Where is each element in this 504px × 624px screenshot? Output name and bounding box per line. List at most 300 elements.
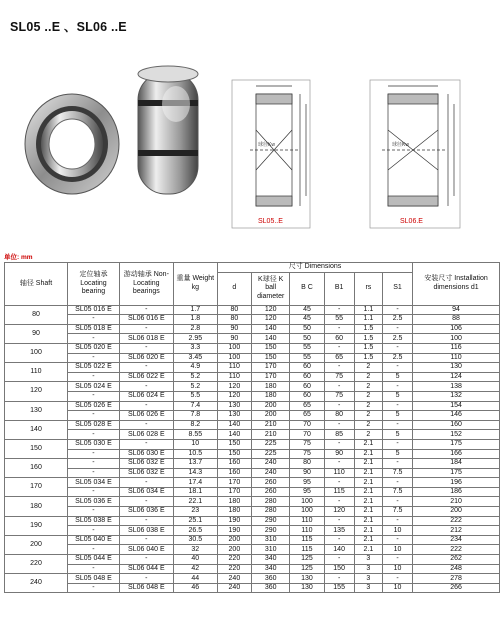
cell-d1: 132 <box>413 391 500 401</box>
cell-d: 120 <box>217 382 251 392</box>
cell-k: 260 <box>251 487 290 497</box>
cell-d: 200 <box>217 545 251 555</box>
header-weight: 重量 Weight kg <box>173 263 217 306</box>
cell-b1: - <box>324 516 354 526</box>
table-row <box>5 439 500 449</box>
cell-s1: - <box>382 497 412 507</box>
table-row <box>5 382 500 392</box>
cell-loc: SL05 026 E <box>68 401 120 411</box>
cell-b1: - <box>324 305 354 315</box>
header-rs: rs <box>354 272 382 305</box>
cell-d: 80 <box>217 315 251 325</box>
cell-shaft: 170 <box>5 478 68 497</box>
page-title: SL05 ..E 、SL06 ..E <box>10 20 127 34</box>
cell-s1: 2.5 <box>382 353 412 363</box>
cell-non: - <box>119 363 173 373</box>
header-b: B C <box>290 272 324 305</box>
cell-loc: SL05 022 E <box>68 363 120 373</box>
cell-b: 70 <box>290 420 324 430</box>
cell-w: 2.95 <box>173 334 217 344</box>
cell-loc: SL05 038 E <box>68 516 120 526</box>
cell-loc: SL05 048 E <box>68 574 120 584</box>
cell-d1: 146 <box>413 411 500 421</box>
cell-loc: SL05 028 E <box>68 420 120 430</box>
cell-loc: - <box>68 564 120 574</box>
cell-d: 240 <box>217 583 251 593</box>
cell-k: 360 <box>251 574 290 584</box>
cell-d1: 166 <box>413 449 500 459</box>
cell-b1: 90 <box>324 449 354 459</box>
cell-b: 65 <box>290 401 324 411</box>
cell-w: 14.3 <box>173 468 217 478</box>
cell-s1: 10 <box>382 545 412 555</box>
cell-b: 60 <box>290 382 324 392</box>
cell-d: 160 <box>217 468 251 478</box>
cell-non: SL06 018 E <box>119 334 173 344</box>
cell-non: - <box>119 420 173 430</box>
drawing-sl05 <box>232 80 310 228</box>
cell-non: SL06 044 E <box>119 564 173 574</box>
cell-b1: 75 <box>324 372 354 382</box>
cell-d: 180 <box>217 507 251 517</box>
cell-non: - <box>119 516 173 526</box>
cell-d: 170 <box>217 487 251 497</box>
caption-sl05: SL05..E <box>258 218 283 225</box>
cell-w: 2.8 <box>173 324 217 334</box>
cell-shaft: 190 <box>5 516 68 535</box>
cell-b1: 150 <box>324 564 354 574</box>
cell-loc: - <box>68 583 120 593</box>
table-row <box>5 555 500 565</box>
cell-s1: 2.5 <box>382 334 412 344</box>
cell-rs: 2 <box>354 430 382 440</box>
cell-non: SL06 030 E <box>119 449 173 459</box>
cell-b1: 75 <box>324 391 354 401</box>
cell-b: 100 <box>290 507 324 517</box>
cell-non: SL06 026 E <box>119 411 173 421</box>
svg-text:球径Kw: 球径Kw <box>392 142 409 148</box>
cell-s1: 7.5 <box>382 487 412 497</box>
table-row <box>5 478 500 488</box>
caption-sl06: SL06.E <box>400 218 423 225</box>
cell-d1: 160 <box>413 420 500 430</box>
cell-d: 160 <box>217 459 251 469</box>
cell-w: 42 <box>173 564 217 574</box>
cell-d1: 184 <box>413 459 500 469</box>
cell-b1: 80 <box>324 411 354 421</box>
cell-k: 140 <box>251 324 290 334</box>
cell-s1: - <box>382 420 412 430</box>
cell-b: 110 <box>290 516 324 526</box>
cell-d: 110 <box>217 372 251 382</box>
cell-d1: 262 <box>413 555 500 565</box>
cell-d1: 266 <box>413 583 500 593</box>
cell-loc: - <box>68 430 120 440</box>
cell-b: 125 <box>290 555 324 565</box>
cell-b1: - <box>324 497 354 507</box>
table-row <box>5 372 500 382</box>
cell-non: - <box>119 478 173 488</box>
cell-rs: 3 <box>354 583 382 593</box>
cell-non: SL06 016 E <box>119 315 173 325</box>
cell-k: 225 <box>251 449 290 459</box>
cell-d: 190 <box>217 526 251 536</box>
cell-d1: 210 <box>413 497 500 507</box>
cell-w: 46 <box>173 583 217 593</box>
cell-w: 40 <box>173 555 217 565</box>
cell-non: - <box>119 497 173 507</box>
cell-w: 1.8 <box>173 315 217 325</box>
cell-d1: 130 <box>413 363 500 373</box>
cell-b1: - <box>324 401 354 411</box>
cell-b1: - <box>324 555 354 565</box>
table-row <box>5 497 500 507</box>
table-row <box>5 516 500 526</box>
table-row <box>5 487 500 497</box>
cell-non: SL06 022 E <box>119 372 173 382</box>
cell-k: 150 <box>251 353 290 363</box>
cell-w: 26.5 <box>173 526 217 536</box>
cell-non: SL06 028 E <box>119 430 173 440</box>
cell-b: 130 <box>290 574 324 584</box>
cell-w: 10 <box>173 439 217 449</box>
cell-k: 290 <box>251 526 290 536</box>
cell-s1: - <box>382 574 412 584</box>
cell-b1: 135 <box>324 526 354 536</box>
cell-rs: 2.1 <box>354 478 382 488</box>
cell-d1: 186 <box>413 487 500 497</box>
cell-k: 180 <box>251 391 290 401</box>
cell-s1: - <box>382 324 412 334</box>
cell-k: 210 <box>251 420 290 430</box>
cell-d1: 175 <box>413 439 500 449</box>
table-row <box>5 459 500 469</box>
cell-k: 280 <box>251 507 290 517</box>
cell-b: 115 <box>290 545 324 555</box>
cell-loc: SL05 016 E <box>68 305 120 315</box>
cell-b: 45 <box>290 305 324 315</box>
cell-w: 25.1 <box>173 516 217 526</box>
cell-d1: 88 <box>413 315 500 325</box>
cell-b1: 115 <box>324 487 354 497</box>
cell-w: 4.9 <box>173 363 217 373</box>
cell-b1: 65 <box>324 353 354 363</box>
table-row <box>5 391 500 401</box>
cell-shaft: 130 <box>5 401 68 420</box>
cell-d1: 234 <box>413 535 500 545</box>
cell-non: SL06 048 E <box>119 583 173 593</box>
cell-b: 60 <box>290 391 324 401</box>
cell-w: 30.5 <box>173 535 217 545</box>
drawing-sl06 <box>370 80 460 228</box>
header-shaft: 轴径 Shaft <box>5 263 68 306</box>
cell-d1: 138 <box>413 382 500 392</box>
cell-w: 7.8 <box>173 411 217 421</box>
table-row <box>5 507 500 517</box>
cell-k: 140 <box>251 334 290 344</box>
cell-rs: 2.1 <box>354 535 382 545</box>
cell-d: 200 <box>217 535 251 545</box>
cell-s1: 7.5 <box>382 507 412 517</box>
unit-label: 单位: mm <box>4 254 33 261</box>
cell-loc: SL05 024 E <box>68 382 120 392</box>
cell-b1: - <box>324 478 354 488</box>
cell-loc: - <box>68 391 120 401</box>
cell-non: SL06 024 E <box>119 391 173 401</box>
cell-b: 50 <box>290 334 324 344</box>
cell-d: 110 <box>217 363 251 373</box>
cell-b: 60 <box>290 372 324 382</box>
cell-w: 23 <box>173 507 217 517</box>
cell-w: 5.2 <box>173 372 217 382</box>
cell-non: SL06 036 E <box>119 507 173 517</box>
table-row <box>5 324 500 334</box>
cell-b: 45 <box>290 315 324 325</box>
cell-b: 90 <box>290 468 324 478</box>
cell-non: - <box>119 324 173 334</box>
cell-rs: 1.5 <box>354 334 382 344</box>
cell-loc: - <box>68 315 120 325</box>
cell-loc: - <box>68 449 120 459</box>
bearing-photo-front <box>25 94 119 194</box>
header-s1: S1 <box>382 272 412 305</box>
cell-rs: 2 <box>354 420 382 430</box>
cell-d: 130 <box>217 411 251 421</box>
cell-b1: 120 <box>324 507 354 517</box>
cell-k: 340 <box>251 555 290 565</box>
cell-rs: 2.1 <box>354 507 382 517</box>
table-row <box>5 401 500 411</box>
cell-k: 240 <box>251 459 290 469</box>
cell-rs: 2 <box>354 401 382 411</box>
cell-d: 150 <box>217 449 251 459</box>
cell-d1: 100 <box>413 334 500 344</box>
header-d: d <box>217 272 251 305</box>
cell-s1: - <box>382 363 412 373</box>
cell-b1: - <box>324 382 354 392</box>
cell-b1: 140 <box>324 545 354 555</box>
table-row <box>5 545 500 555</box>
product-figures <box>0 40 504 230</box>
cell-k: 260 <box>251 478 290 488</box>
cell-k: 120 <box>251 315 290 325</box>
table-body <box>5 305 500 593</box>
cell-b: 95 <box>290 478 324 488</box>
cell-d1: 212 <box>413 526 500 536</box>
cell-non: - <box>119 555 173 565</box>
cell-b: 60 <box>290 363 324 373</box>
cell-rs: 2.1 <box>354 526 382 536</box>
cell-loc: SL05 034 E <box>68 478 120 488</box>
header-k: K球径 K ball diameter <box>251 272 290 305</box>
cell-b1: - <box>324 343 354 353</box>
cell-d: 170 <box>217 478 251 488</box>
cell-loc: SL05 020 E <box>68 343 120 353</box>
cell-b1: - <box>324 439 354 449</box>
cell-w: 22.1 <box>173 497 217 507</box>
cell-rs: 2.1 <box>354 468 382 478</box>
cell-w: 3.3 <box>173 343 217 353</box>
cell-s1: 7.5 <box>382 468 412 478</box>
cell-k: 210 <box>251 430 290 440</box>
cell-non: SL06 032 E <box>119 459 173 469</box>
cell-d: 220 <box>217 564 251 574</box>
cell-loc: SL05 018 E <box>68 324 120 334</box>
cell-k: 310 <box>251 535 290 545</box>
cell-s1: - <box>382 305 412 315</box>
cell-rs: 2 <box>354 363 382 373</box>
cell-loc: - <box>68 468 120 478</box>
cell-k: 240 <box>251 468 290 478</box>
cell-b: 65 <box>290 411 324 421</box>
table-row <box>5 526 500 536</box>
cell-s1: 10 <box>382 526 412 536</box>
cell-s1: - <box>382 535 412 545</box>
cell-s1: - <box>382 555 412 565</box>
cell-d: 100 <box>217 353 251 363</box>
cell-b1: - <box>324 420 354 430</box>
cell-k: 180 <box>251 382 290 392</box>
cell-shaft: 140 <box>5 420 68 439</box>
cell-d1: 196 <box>413 478 500 488</box>
cell-d: 150 <box>217 439 251 449</box>
cell-k: 360 <box>251 583 290 593</box>
cell-s1: 5 <box>382 391 412 401</box>
cell-d1: 116 <box>413 343 500 353</box>
cell-rs: 2.1 <box>354 487 382 497</box>
cell-d: 80 <box>217 305 251 315</box>
cell-d1: 278 <box>413 574 500 584</box>
header-nonlocating: 游动轴承 Non-Locating bearings <box>119 263 173 306</box>
cell-non: - <box>119 535 173 545</box>
cell-d: 220 <box>217 555 251 565</box>
cell-rs: 1.1 <box>354 305 382 315</box>
cell-non: SL06 034 E <box>119 487 173 497</box>
cell-d1: 124 <box>413 372 500 382</box>
cell-loc: - <box>68 459 120 469</box>
cell-w: 17.4 <box>173 478 217 488</box>
cell-b1: 110 <box>324 468 354 478</box>
cell-s1: - <box>382 478 412 488</box>
spec-table <box>4 262 500 593</box>
cell-b: 125 <box>290 564 324 574</box>
cell-rs: 1.5 <box>354 324 382 334</box>
cell-non: - <box>119 439 173 449</box>
cell-shaft: 80 <box>5 305 68 324</box>
cell-b1: - <box>324 574 354 584</box>
table-row <box>5 305 500 315</box>
cell-rs: 2.1 <box>354 459 382 469</box>
cell-b: 115 <box>290 535 324 545</box>
cell-rs: 1.1 <box>354 315 382 325</box>
cell-rs: 2.1 <box>354 516 382 526</box>
cell-d: 190 <box>217 516 251 526</box>
cell-k: 290 <box>251 516 290 526</box>
table-row <box>5 334 500 344</box>
cell-d: 140 <box>217 430 251 440</box>
header-dimensions: 尺寸 Dimensions <box>217 263 412 273</box>
cell-s1: 10 <box>382 583 412 593</box>
cell-w: 5.5 <box>173 391 217 401</box>
cell-rs: 2 <box>354 372 382 382</box>
cell-b: 130 <box>290 583 324 593</box>
cell-rs: 3 <box>354 555 382 565</box>
cell-w: 32 <box>173 545 217 555</box>
cell-b1: 55 <box>324 315 354 325</box>
cell-shaft: 160 <box>5 459 68 478</box>
cell-loc: - <box>68 507 120 517</box>
table-row <box>5 353 500 363</box>
cell-s1: 5 <box>382 411 412 421</box>
table-row <box>5 535 500 545</box>
cell-rs: 2 <box>354 382 382 392</box>
cell-d1: 175 <box>413 468 500 478</box>
cell-b: 95 <box>290 487 324 497</box>
cell-d1: 110 <box>413 353 500 363</box>
table-row <box>5 420 500 430</box>
cell-k: 200 <box>251 411 290 421</box>
cell-d: 180 <box>217 497 251 507</box>
cell-k: 280 <box>251 497 290 507</box>
header-installation: 安装尺寸 Installation dimensions d1 <box>413 263 500 306</box>
cell-rs: 2.1 <box>354 449 382 459</box>
bearing-photo-side <box>138 66 198 194</box>
cell-s1: - <box>382 401 412 411</box>
cell-rs: 2 <box>354 391 382 401</box>
cell-rs: 3 <box>354 574 382 584</box>
cell-rs: 1.5 <box>354 353 382 363</box>
cell-d1: 200 <box>413 507 500 517</box>
table-row <box>5 363 500 373</box>
cell-w: 1.7 <box>173 305 217 315</box>
cell-loc: - <box>68 545 120 555</box>
cell-d: 100 <box>217 343 251 353</box>
cell-non: - <box>119 382 173 392</box>
cell-s1: - <box>382 439 412 449</box>
cell-d1: 152 <box>413 430 500 440</box>
cell-non: SL06 038 E <box>119 526 173 536</box>
cell-s1: - <box>382 343 412 353</box>
table-row <box>5 411 500 421</box>
cell-b: 70 <box>290 430 324 440</box>
cell-b1: - <box>324 363 354 373</box>
cell-k: 120 <box>251 305 290 315</box>
cell-shaft: 110 <box>5 363 68 382</box>
cell-d: 130 <box>217 401 251 411</box>
cell-d: 120 <box>217 391 251 401</box>
cell-b: 100 <box>290 497 324 507</box>
cell-s1: 5 <box>382 449 412 459</box>
cell-non: - <box>119 574 173 584</box>
cell-w: 13.7 <box>173 459 217 469</box>
table-row <box>5 343 500 353</box>
cell-s1: - <box>382 459 412 469</box>
cell-d1: 106 <box>413 324 500 334</box>
cell-b1: 60 <box>324 334 354 344</box>
cell-shaft: 220 <box>5 555 68 574</box>
cell-b: 50 <box>290 324 324 334</box>
cell-b: 75 <box>290 439 324 449</box>
cell-w: 8.2 <box>173 420 217 430</box>
cell-shaft: 100 <box>5 343 68 362</box>
cell-w: 3.45 <box>173 353 217 363</box>
cell-d: 90 <box>217 324 251 334</box>
cell-b: 80 <box>290 459 324 469</box>
cell-s1: 2.5 <box>382 315 412 325</box>
table-row <box>5 564 500 574</box>
header-locating: 定位轴承 Locating bearing <box>68 263 120 306</box>
cell-b: 55 <box>290 343 324 353</box>
